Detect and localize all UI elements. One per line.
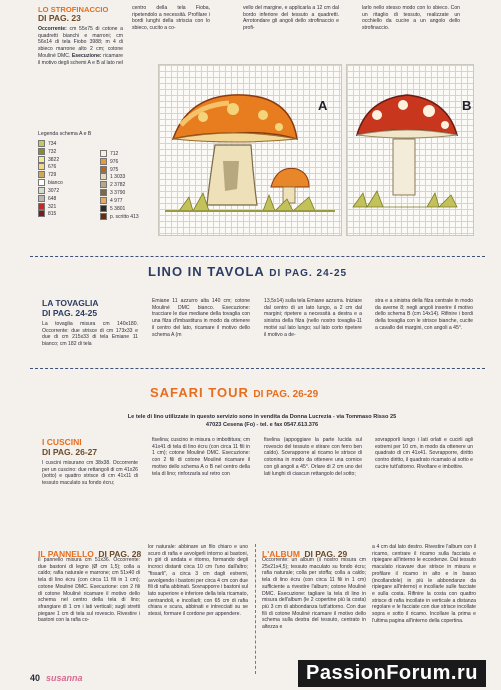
color-swatch bbox=[100, 150, 107, 157]
color-swatch bbox=[38, 163, 45, 170]
section1-col3: vello del margine, e applicarla a 12 cm dal bordo inferiore del tessuto a quadretti. Arrotondare gli angoli dello strofinaccio e profi- bbox=[243, 5, 339, 32]
legend-left-row bbox=[38, 210, 63, 218]
legend-left-row bbox=[38, 140, 63, 148]
legend-code: 732 bbox=[48, 148, 57, 155]
legend-right-row bbox=[100, 213, 139, 221]
pannello-page-ref: DI PAG. 28 bbox=[98, 549, 142, 559]
section1-title bbox=[38, 5, 108, 23]
occorrente-text: cm 55x75 di cotone a quadretti bianchi e marroni; cm 56x14 di tela Fiobo 3988; m 4 di sbieco marrone alto 2 cm; cotone Mouliné DMC. bbox=[38, 26, 123, 59]
legend-right bbox=[100, 150, 139, 220]
color-swatch bbox=[38, 156, 45, 163]
legend-code: 815 bbox=[48, 211, 57, 218]
section1-col1 bbox=[38, 26, 123, 66]
legend-right-row bbox=[100, 181, 139, 189]
legend-right-row bbox=[100, 205, 139, 213]
section3-col2: fiselina; cuscino in misura o imbottitura; cm 41x41 di tela di lino écru (con circa 11 fili in 1 cm); cotone Mouliné DMC. Esecuzione: con 2 fili di cotone Mouliné ricamare il motivo dello schema A o B nel centro della tela di lino; rinforzarla sul retro con bbox=[152, 437, 250, 477]
color-swatch bbox=[100, 173, 107, 180]
section2-col4: stra e a sinistra della filza centrale in modo da averne 8; negli angoli inserire il motivo dello schema B (cm 14x14). Rifinire i bordi della tovaglia con le strisce bianche, cucite a cavallo dei margini, con angoli a 45°. bbox=[375, 298, 473, 331]
notice-line-2: 47023 Cesena (Fo) - tel. e fax 0547.613.376 bbox=[205, 422, 319, 428]
notice bbox=[42, 413, 482, 429]
album-col2: a 4 cm dal lato destro. Rivestire l'album con il ricamo, centrare il ricamo sulla facciata e ripiegare all'interno le eccedenze. Dal tessuto maculato ricavare due strisce in misura e profilare il ricamo in alto e in basso (incollandole) in più le abbondanze da ripiegare all'interno) e incollarle sulle facciate e sulla costa. Rifinire la costa con quattro strisce di rafia incollate in verticale a distanza regolare e le facciate con due strisce incollate sopra e sotto il ricamo. Incollare la prima e l'ultima pagina all'interno della copertina. bbox=[372, 544, 476, 624]
column-divider bbox=[255, 544, 256, 674]
occorrente-label: Occorrente: bbox=[38, 26, 67, 32]
brand-logo: susanna bbox=[46, 673, 83, 683]
legend-right-row bbox=[100, 173, 139, 181]
lino-heading-ref: DI PAG. 24-25 bbox=[269, 268, 348, 279]
notice-line-1: Le tele di lino utilizzate in questo servizio sono in vendita da Donna Lucrezia - via Tommaso Risso 25 bbox=[127, 414, 397, 420]
legend-right-row bbox=[100, 158, 139, 166]
legend-code: 729 bbox=[48, 172, 57, 179]
legend-left-row bbox=[38, 203, 63, 211]
legend-code: 734 bbox=[48, 140, 57, 147]
tovaglia-page-ref: DI PAG. 24-25 bbox=[42, 308, 98, 318]
legend-right-row bbox=[100, 166, 139, 174]
section3-col3: fiselina (appoggiare la parte lucida sul rovescio del tessuto e stirare con ferro ben caldo). Sovrapporre al ricamo le strisce di cotonina in modo da ottenere una cornice con gli angoli a 45°. Orlare di 2 cm uno dei lati lunghi di ciascun rettangolo del sotto; bbox=[264, 437, 362, 477]
legend-code: 712 bbox=[110, 150, 119, 157]
section2-col3: 13,5x14) sulla tela Emiane azzurra. Iniziare dal centro di un lato lungo, a 2 cm dal margini; ripetere a necessità a destra e a sinistra della filza (nello nostro tovaglia-11 motivi sul lato lungo; sul lato corto ripetere il motivo a de- bbox=[264, 298, 362, 338]
section2-col1: La tovaglia misura cm 140x180. Occorrente: due strisce di cm 173x33 e due di cm 215x33 di tela Emiane 11 bianco; cm 182 di tela bbox=[42, 321, 138, 348]
legend-left bbox=[38, 140, 63, 218]
pannello-title: IL PANNELLO bbox=[38, 549, 94, 559]
legend-code: 5 3801 bbox=[110, 205, 126, 212]
color-swatch bbox=[38, 179, 45, 186]
legend-right-row bbox=[100, 189, 139, 197]
legend-title: Legenda schema A e B bbox=[38, 131, 92, 137]
legend-left-row bbox=[38, 195, 63, 203]
tovaglia-title-block bbox=[42, 298, 99, 318]
stitch-chart-a bbox=[158, 64, 342, 236]
divider-1 bbox=[30, 256, 485, 257]
pannello-col2: lor naturale: abbinare un filo chiaro e uno scuro di rafia e avvolgerli intorno ai bastoni, in giri di andata e ritorno, formando degli incroci distanti circa 10 cm l'uno dall'altro; "fissarli", a circa 3 cm dagli estremi, avvolgendo i bastoni per circa 4 cm con due fili di rafia abbinati. Sovrapporre i bastoni sul lato superiore e inferiore della tela ricamato, centrandoli, e incollarli; con 65 cm di rafia chiara e scura, abbinati e intrecciati su se stessi, formare il cordone per appendere. bbox=[148, 544, 248, 618]
section2-col2: Emiane 11 azzurro alta 140 cm; cotone Mouliné DMC bianco. Esecuzione: tracciare le due mediane della tovaglia con una filza d'imbastitura in modo da ottenere il centro del lato, ricamare il motivo dello schema A (m bbox=[152, 298, 250, 338]
color-swatch bbox=[38, 210, 45, 217]
esecuzione-text: ricamare il motivo degli schemi A e B al lato nel bbox=[38, 52, 123, 66]
legend-code: 4 977 bbox=[110, 197, 123, 204]
legend-left-row bbox=[38, 179, 63, 187]
album-page-ref: DI PAG. 29 bbox=[304, 549, 348, 559]
cuscini-page-ref: DI PAG. 26-27 bbox=[42, 447, 98, 457]
color-swatch bbox=[100, 181, 107, 188]
legend-left-row bbox=[38, 171, 63, 179]
pannello-col1: Il pannello misura cm 51x36. Occorrente: due bastoni di legno (Ø cm 1,5); colla a caldo; rafia naturale e marrone; cm 51x40 di tela di lino écru (con circa 11 fili in 1 cm); cotone Mouliné DMC. Esecuzione: con 2 fili di cotone Mouliné ricamare il motivo dello schema nel centro della tela di lino; sfrangiare di 1 cm i lati verticali; sugli stretti piegare 1 cm di tela sul rovescio. Rivestire i bastoni con la rafia co- bbox=[38, 557, 140, 624]
legend-code: 648 bbox=[48, 195, 57, 202]
safari-heading bbox=[150, 384, 318, 402]
mushroom-b-illustration bbox=[347, 65, 473, 235]
color-swatch bbox=[38, 187, 45, 194]
color-swatch bbox=[38, 195, 45, 202]
page-number: 40 bbox=[30, 673, 41, 683]
album-title: L'ALBUM bbox=[262, 549, 300, 559]
legend-code: 975 bbox=[110, 166, 119, 173]
legend-left-row bbox=[38, 187, 63, 195]
stitch-chart-b bbox=[346, 64, 474, 236]
watermark: PassionForum.ru bbox=[298, 660, 486, 687]
chart-b-label: B bbox=[462, 98, 472, 113]
mushroom-a-illustration bbox=[159, 65, 341, 235]
safari-heading-ref: DI PAG. 26-29 bbox=[253, 389, 319, 400]
color-swatch bbox=[38, 203, 45, 210]
legend-right-row bbox=[100, 197, 139, 205]
legend-code: p. scritto 413 bbox=[110, 213, 139, 220]
strofinaccio-title: LO STROFINACCIO bbox=[38, 5, 109, 14]
legend-left-row bbox=[38, 148, 63, 156]
cuscini-title-block bbox=[42, 437, 97, 457]
legend-code: 1 3033 bbox=[110, 174, 126, 181]
legend-code: 2 3782 bbox=[110, 182, 126, 189]
lino-heading bbox=[148, 263, 347, 281]
color-swatch bbox=[38, 148, 45, 155]
legend-code: 3822 bbox=[48, 156, 60, 163]
color-swatch bbox=[100, 197, 107, 204]
color-swatch bbox=[100, 166, 107, 173]
section1-col4: larlo nello stesso modo con lo sbieco. Con un ritaglio di tessuto, realizzate un occhiello da cucire a un angolo dello strofinaccio. bbox=[362, 5, 460, 32]
divider-2 bbox=[30, 368, 485, 369]
color-swatch bbox=[38, 171, 45, 178]
safari-heading-text: SAFARI TOUR bbox=[150, 385, 249, 400]
chart-a-label: A bbox=[318, 98, 328, 113]
lino-heading-text: LINO IN TAVOLA bbox=[148, 264, 265, 279]
legend-code: 321 bbox=[48, 203, 57, 210]
cuscini-title: I CUSCINI bbox=[42, 437, 82, 447]
tovaglia-title: LA TOVAGLIA bbox=[42, 298, 99, 308]
album-col1: Occorrente: un album (il nostro misura cm 25x21x4,5); tessuto maculato su fondo écru; rafia naturale; colla per stoffa; colla a caldo; tela di lino écru (con circa 11 fili in 1 cm) sufficiente a rivestire l'album; cotone Mouliné DMC. Esecuzione: tagliare la tela di lino in misura dell'album (le 2 copertine più la costa) più 3 cm di abbondanza tutt'attorno. Con due fili di cotone Mouliné ricamare il motivo dello schema sulla destra del tessuto, centrato in altezza e bbox=[262, 557, 366, 631]
strofinaccio-page-ref: DI PAG. 23 bbox=[38, 13, 81, 23]
legend-left-row bbox=[38, 156, 63, 164]
legend-code: 676 bbox=[48, 164, 57, 171]
legend-right-row bbox=[100, 150, 139, 158]
esecuzione-label: Esecuzione: bbox=[71, 52, 102, 59]
legend-code: 3072 bbox=[48, 187, 60, 194]
legend-code: bianco bbox=[48, 179, 63, 186]
color-swatch bbox=[100, 158, 107, 165]
color-swatch bbox=[100, 189, 107, 196]
color-swatch bbox=[100, 205, 107, 212]
legend-code: 976 bbox=[110, 158, 119, 165]
color-swatch bbox=[100, 213, 107, 220]
section3-col4: sovrapporli lungo i lati orlati e cucirli agli estremi per 10 cm, in modo da ottenere un quadrato di cm 41x41. Sovrapporre, diritto contro diritto, il quadrato ricamato al sotto e cucire tutt'attorno. Rivoltare e imbottire. bbox=[375, 437, 473, 470]
section1-col2: centro della tela Fioba, ripetendolo a necessità. Profilare i bordi lunghi della striscia con lo sbieco, cucito a co- bbox=[132, 5, 210, 32]
section3-col1: I cuscini misurano cm 38x38. Occorrente per un cuscino: due rettangoli di cm 41x26 (sotto) e quattro strisce di cm 41x11 di tessuto maculato su fondo écru; bbox=[42, 460, 138, 487]
color-swatch bbox=[38, 140, 45, 147]
legend-left-row bbox=[38, 163, 63, 171]
legend-code: 3 3790 bbox=[110, 189, 126, 196]
